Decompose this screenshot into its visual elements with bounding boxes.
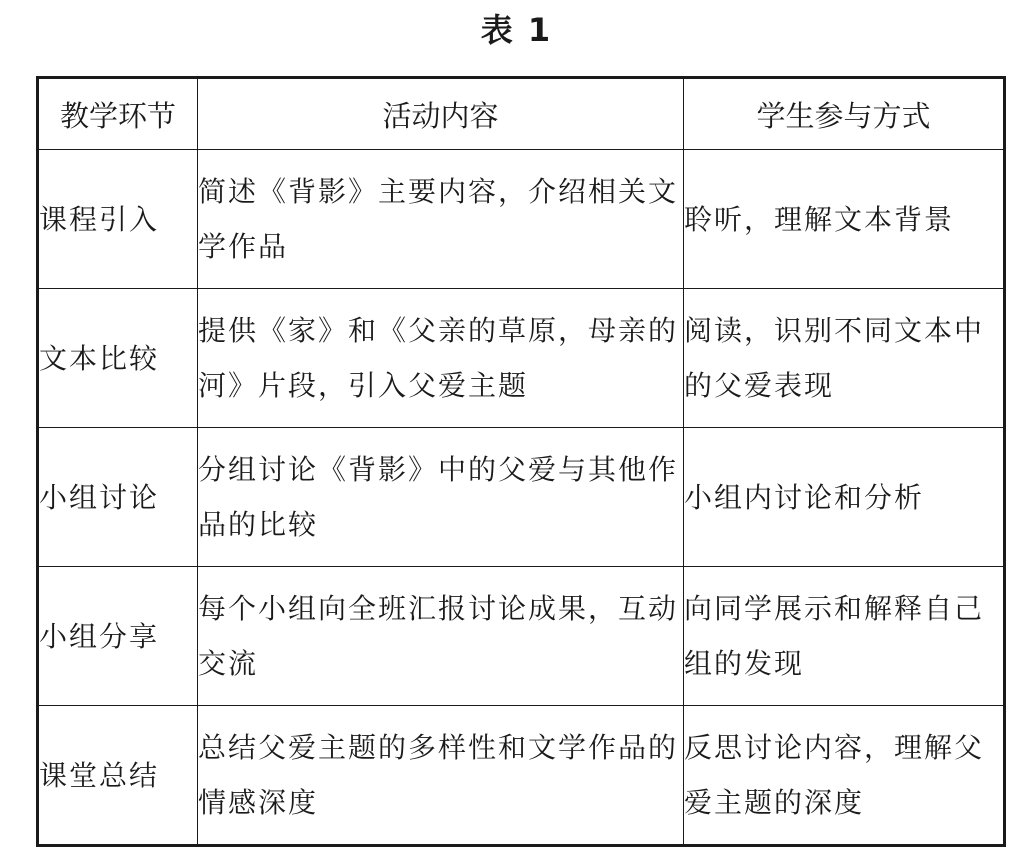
table-row	[38, 289, 1005, 428]
header-teaching-stage: 教学环节	[38, 78, 198, 150]
cell-content: 总结父爱主题的多样性和文学作品的情感深度	[198, 706, 684, 846]
cell-participation: 聆听，理解文本背景	[684, 150, 1005, 289]
cell-content: 分组讨论《背影》中的父爱与其他作品的比较	[198, 428, 684, 567]
cell-participation: 小组内讨论和分析	[684, 428, 1005, 567]
cell-stage: 课堂总结	[38, 706, 198, 846]
table-row	[38, 428, 1005, 567]
cell-participation: 向同学展示和解释自己组的发现	[684, 567, 1005, 706]
table-row	[38, 150, 1005, 289]
cell-participation: 反思讨论内容，理解父爱主题的深度	[684, 706, 1005, 846]
cell-participation: 阅读，识别不同文本中的父爱表现	[684, 289, 1005, 428]
table-row	[38, 706, 1005, 846]
cell-stage: 课程引入	[38, 150, 198, 289]
table-row	[38, 567, 1005, 706]
cell-stage: 小组分享	[38, 567, 198, 706]
lesson-plan-table	[36, 76, 1006, 847]
cell-content: 简述《背影》主要内容，介绍相关文学作品	[198, 150, 684, 289]
header-activity-content: 活动内容	[198, 78, 684, 150]
cell-content: 每个小组向全班汇报讨论成果，互动交流	[198, 567, 684, 706]
cell-stage: 文本比较	[38, 289, 198, 428]
cell-stage: 小组讨论	[38, 428, 198, 567]
cell-content: 提供《家》和《父亲的草原，母亲的河》片段，引入父爱主题	[198, 289, 684, 428]
table-header-row	[38, 78, 1005, 150]
header-student-participation: 学生参与方式	[684, 78, 1005, 150]
table-caption: 表 1	[480, 11, 553, 49]
